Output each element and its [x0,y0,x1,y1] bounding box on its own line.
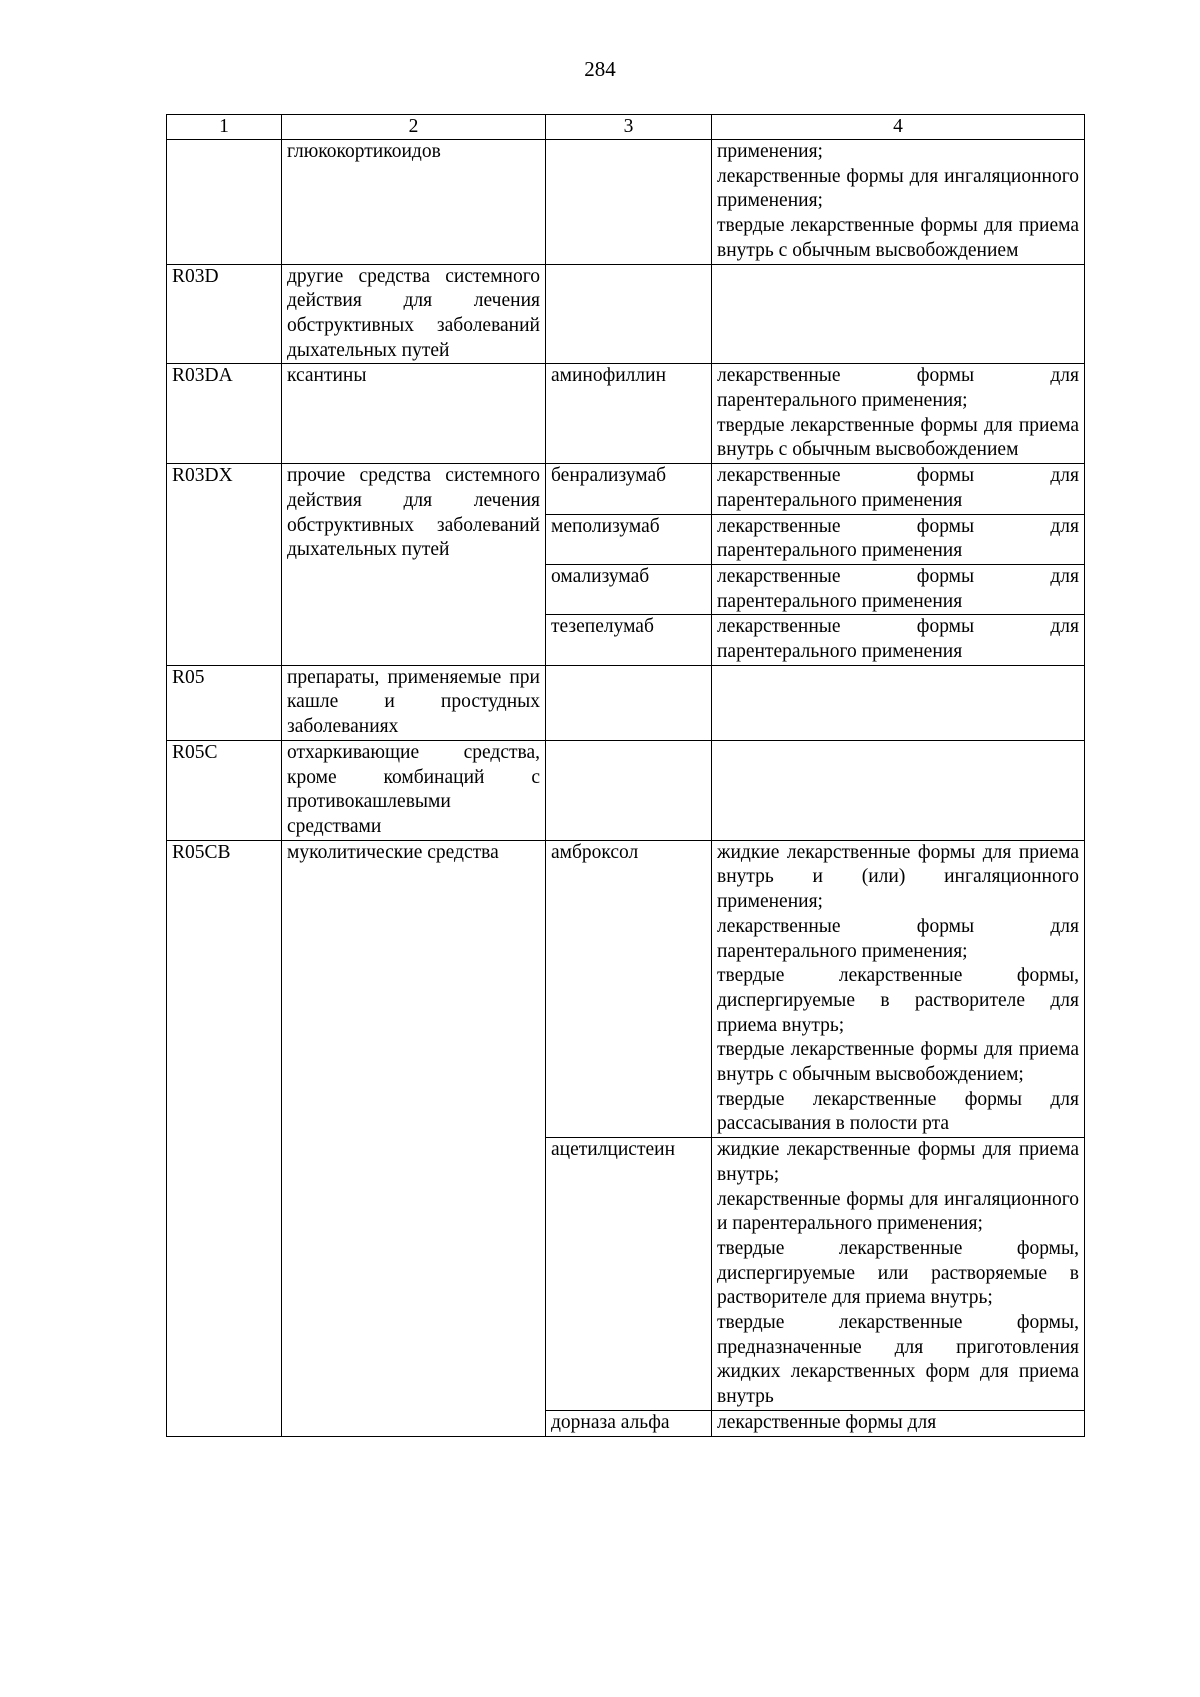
dosage-forms-cell [712,464,1085,514]
atc-code-cell: R03DA [167,364,282,464]
dosage-form-entry: твердые лекарственные формы для приема внутрь с обычным высвобождением; [717,1039,1079,1086]
dosage-form-entry: твердые лекарственные формы для рассасывания в полости рта [717,1088,1079,1135]
dosage-forms-cell [712,364,1085,464]
drug-name-cell [546,740,712,840]
group-name-cell: прочие средства системного действия для лечения обструктивных заболеваний дыхательных путей [282,464,546,666]
dosage-forms-cell [712,564,1085,614]
dosage-form-entry: применения; [717,141,823,162]
column-header: 3 [546,115,712,140]
dosage-form-entry: лекарственные формы для парентерального применения [717,465,1079,511]
drug-name-cell: дорназа альфа [546,1410,712,1436]
group-name-cell: отхаркивающие средства, кроме комбинаций с противокашлевыми средствами [282,740,546,840]
atc-code-cell [167,140,282,265]
drug-name-cell: амброксол [546,840,712,1137]
column-header: 1 [167,115,282,140]
column-header: 2 [282,115,546,140]
drug-name-cell [546,264,712,364]
dosage-form-entry: твердые лекарственные формы для приема внутрь с обычным высвобождением [717,414,1079,461]
drug-name-cell [546,140,712,265]
atc-code-cell: R05CB [167,840,282,1436]
dosage-forms-cell [712,1138,1085,1411]
atc-code-cell: R03D [167,264,282,364]
table-row [167,665,1085,740]
dosage-form-entry: лекарственные формы для парентерального применения; [717,915,1079,962]
group-name-cell: ксантины [282,364,546,464]
dosage-form-entry: жидкие лекарственные формы для приема внутрь и (или) ингаляционного применения; [717,841,1079,913]
table-row [167,364,1085,464]
drug-name-cell: ацетилцистеин [546,1138,712,1411]
table-row [167,140,1085,265]
dosage-forms-cell [712,264,1085,364]
dosage-form-entry: твердые лекарственные формы, предназначенные для приготовления жидких лекарственных форм для приема внутрь [717,1312,1079,1408]
drug-name-cell [546,665,712,740]
dosage-forms-cell [712,140,1085,265]
dosage-form-entry: лекарственные формы для парентерального применения; [717,365,1079,412]
group-name-cell: муколитические средства [282,840,546,1436]
dosage-form-entry: лекарственные формы для ингаляционного и парентерального применения; [717,1188,1079,1235]
drug-name-cell: омализумаб [546,564,712,614]
dosage-form-entry: лекарственные формы для парентерального применения [717,616,1079,663]
group-name-cell: глюкокортикоидов [282,140,546,265]
table-body [167,140,1085,1437]
group-name-cell: препараты, применяемые при кашле и простудных заболеваниях [282,665,546,740]
dosage-forms-cell [712,514,1085,564]
dosage-form-entry: твердые лекарственные формы для приема внутрь с обычным высвобождением [717,215,1079,261]
table-header-row [167,115,1085,140]
page-number: 284 [584,57,616,81]
medication-table [166,114,1085,1437]
dosage-form-entry: лекарственные формы для ингаляционного применения; [717,165,1079,212]
drug-name-cell: бенрализумаб [546,464,712,514]
dosage-forms-cell [712,1410,1085,1436]
drug-name-cell: тезепелумаб [546,615,712,665]
table-row [167,840,1085,1137]
table-row [167,264,1085,364]
dosage-form-entry: твердые лекарственные формы, диспергируемые в растворителе для приема внутрь; [717,965,1079,1036]
atc-code-cell: R03DX [167,464,282,666]
drug-name-cell: меполизумаб [546,514,712,564]
table-row [167,464,1085,514]
dosage-form-entry: лекарственные формы для парентерального применения [717,515,1079,562]
drug-name-cell: аминофиллин [546,364,712,464]
column-header: 4 [712,115,1085,140]
dosage-form-entry: лекарственные формы для парентерального применения [717,565,1079,612]
dosage-form-entry: жидкие лекарственные формы для приема внутрь; [717,1139,1079,1185]
atc-code-cell: R05 [167,665,282,740]
atc-code-cell: R05C [167,740,282,840]
group-name-cell: другие средства системного действия для лечения обструктивных заболеваний дыхательных путей [282,264,546,364]
dosage-form-entry: твердые лекарственные формы, диспергируемые или растворяемые в растворителе для приема внутрь; [717,1237,1079,1309]
dosage-form-entry: лекарственные формы для [717,1411,937,1433]
dosage-forms-cell [712,665,1085,740]
dosage-forms-cell [712,615,1085,665]
dosage-forms-cell [712,840,1085,1137]
table-row [167,740,1085,840]
dosage-forms-cell [712,740,1085,840]
